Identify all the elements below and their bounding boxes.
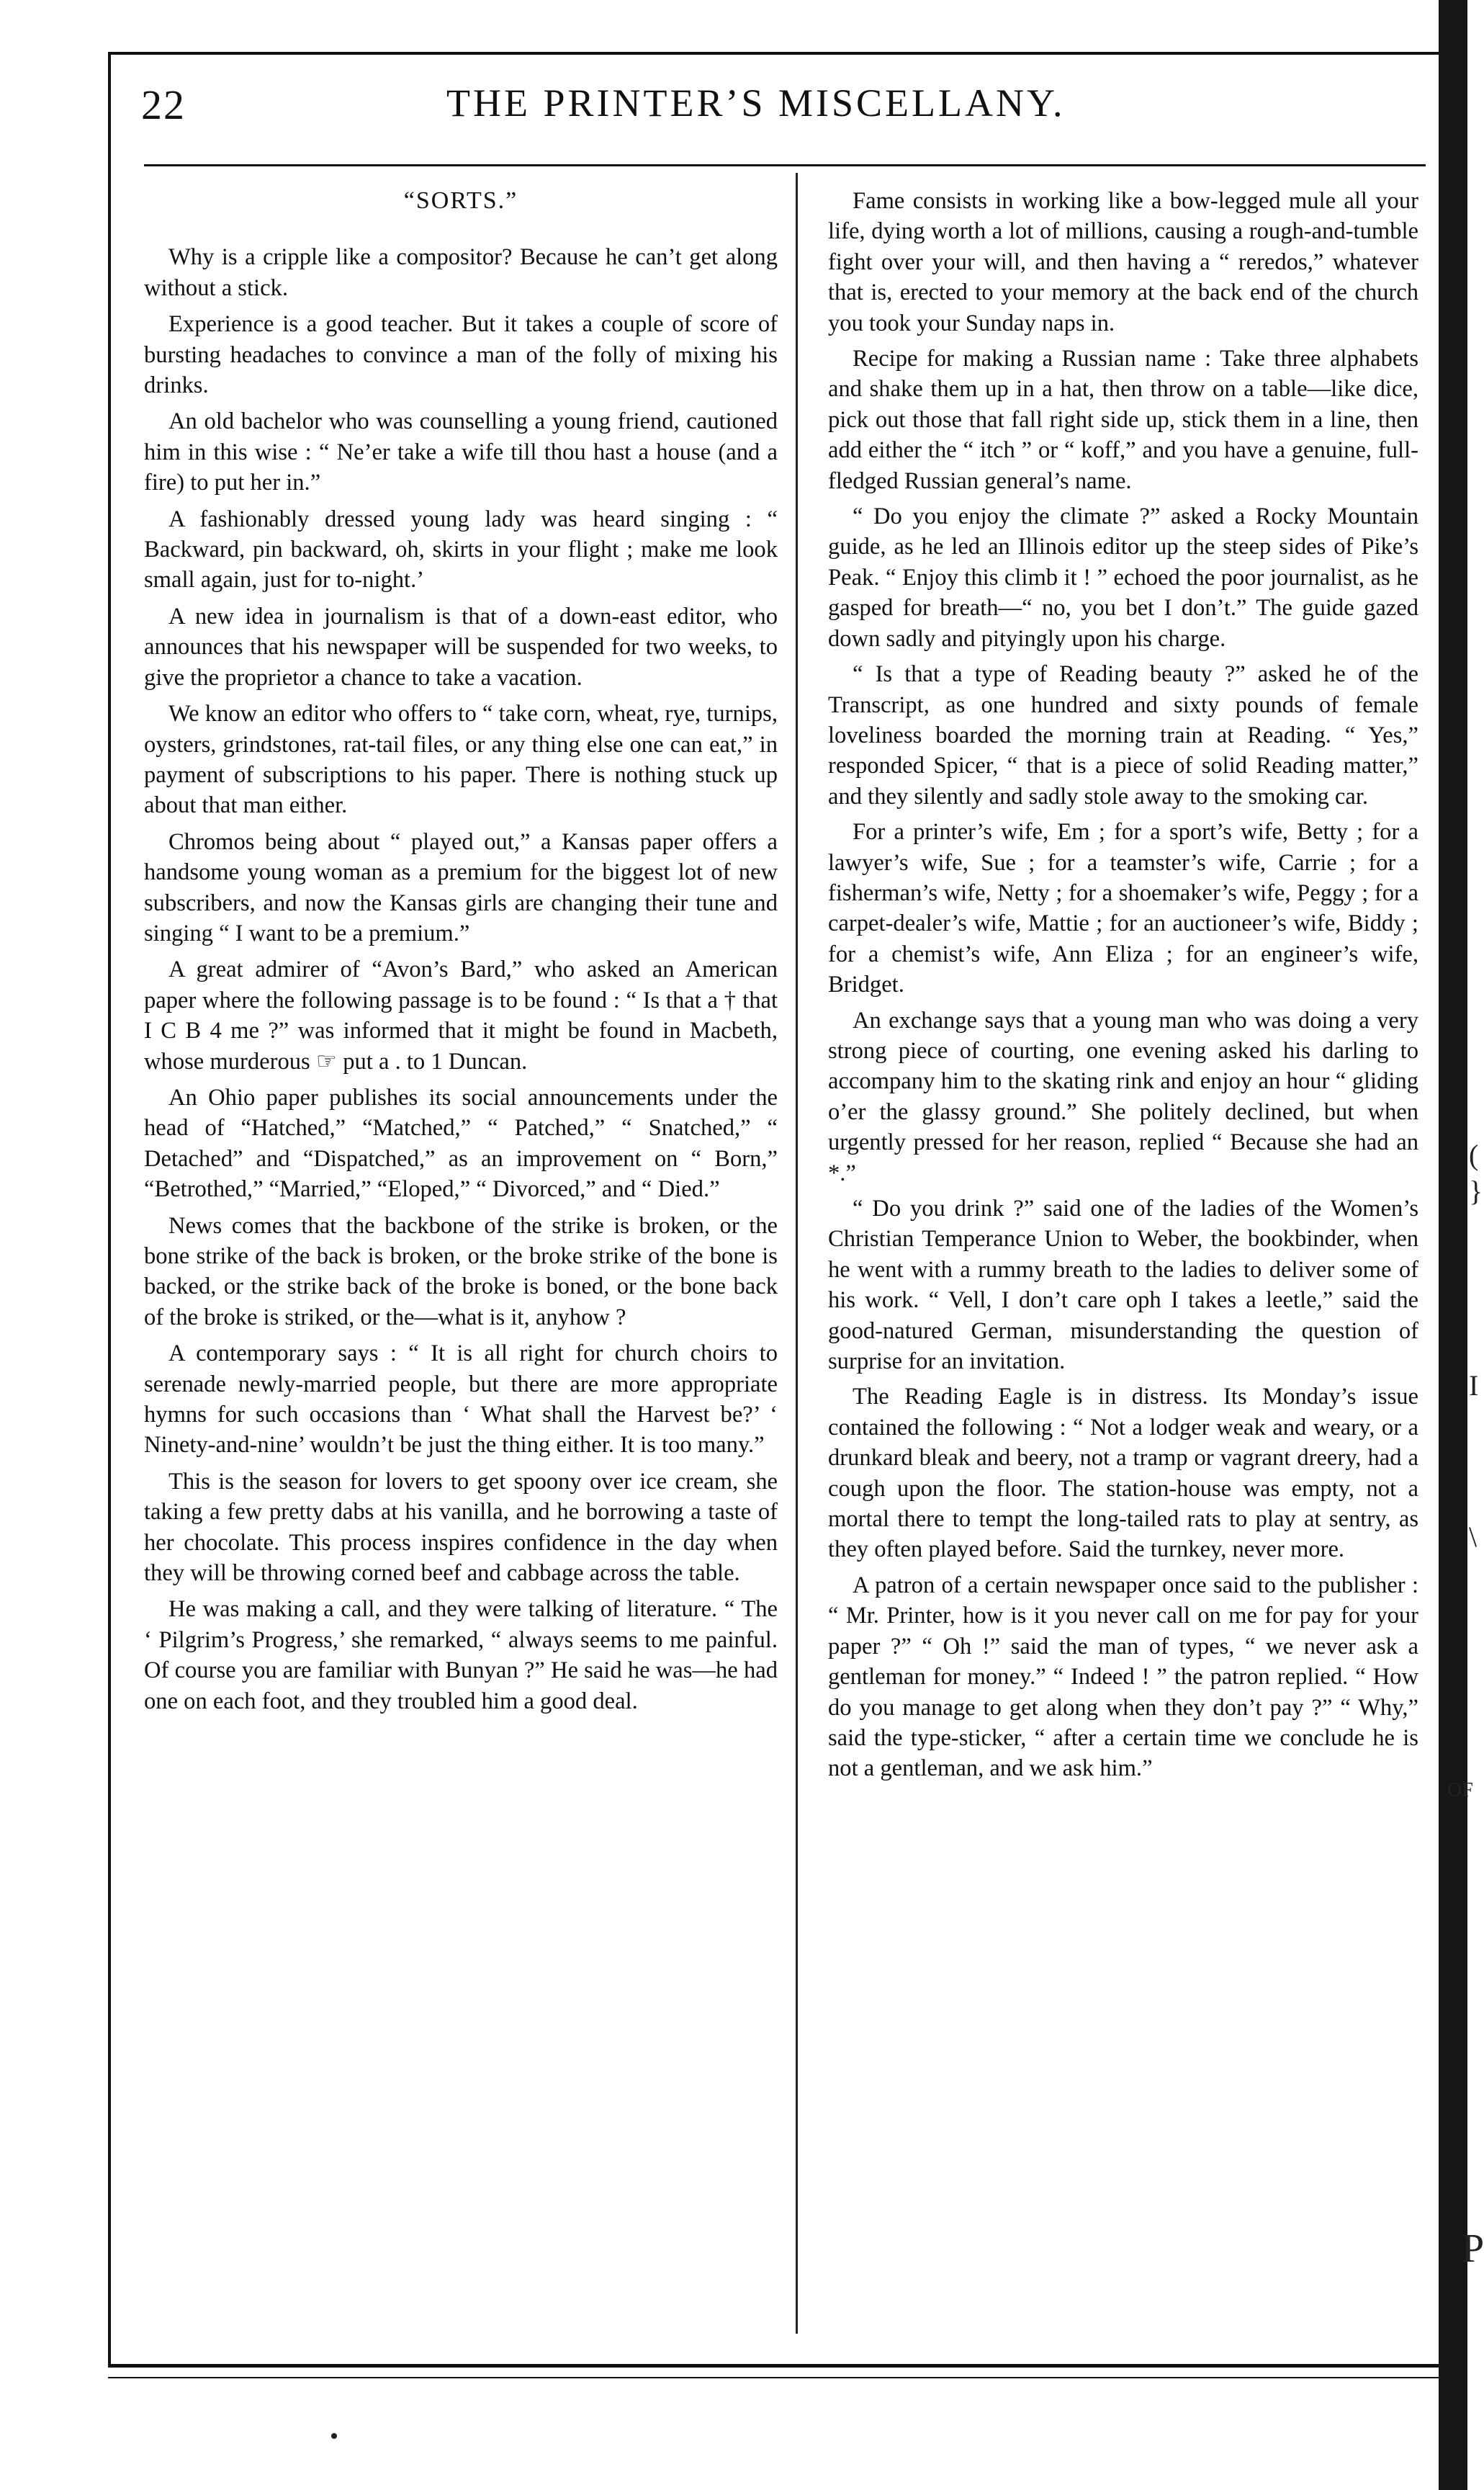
paragraph: A patron of a certain newspaper once said to the publisher : “ Mr. Printer, how is it you never call on me for pay for your paper ?” “ Oh !” said the man of types, “ we never ask a gentleman for money.” “ Indeed ! ” the patron replied. “ How do you manage to get along when they don’t pay ?” “ Why,” said the type-sticker, “ after a certain time we conclude he is not a gentleman, and we ask him.” bbox=[828, 1572, 1418, 1782]
page-title: THE PRINTER’S MISCELLANY. bbox=[446, 81, 1066, 125]
paragraph: “ Do you enjoy the climate ?” asked a Rocky Mountain guide, as he led an Illinois editor up the steep sides of Pike’s Peak. “ Enjoy this climb it ! ” echoed the poor journalist, as he gasped for breath—“ no, you bet I don’t.” The guide gazed down sadly and pityingly upon his charge. bbox=[828, 503, 1418, 652]
left-column bbox=[144, 186, 778, 1722]
margin-fragment: \ bbox=[1469, 1521, 1478, 1553]
paragraph: For a printer’s wife, Em ; for a sport’s wife, Betty ; for a lawyer’s wife, Sue ; for a teamster’s wife, Carrie ; for a fisherman’s wife, Netty ; for a shoemaker’s wife, Peggy ; for a carpet-dealer’s wife, Mattie ; for an auctioneer’s wife, Biddy ; for a chemist’s wife, Ann Eliza ; for an engineer’s wife, Bridget. bbox=[828, 819, 1418, 998]
paragraph: News comes that the backbone of the strike is broken, or the bone strike of the back is broken, or the broke strike of the bone is backed, or the strike back of the broke is boned, or the bone back of the broke is striked, or the—what is it, anyhow ? bbox=[144, 1212, 778, 1330]
paragraph: Experience is a good teacher. But it takes a couple of score of bursting headaches to convince a man of the folly of mixing his drinks. bbox=[144, 311, 778, 399]
paragraph: Why is a cripple like a compositor? Because he can’t get along without a stick. bbox=[144, 244, 778, 301]
paragraph: An exchange says that a young man who was doing a very strong piece of courting, one evening asked his darling to accompany him to the skating rink and enjoy an hour “ gliding o’er the glassy ground.” She politely declined, but when urgently pressed for her reason, replied “ Because she had an *.” bbox=[828, 1007, 1418, 1186]
margin-fragment: I bbox=[1469, 1369, 1479, 1402]
frame-top-rule bbox=[108, 52, 1442, 55]
page-number: 22 bbox=[141, 81, 186, 128]
paragraph: The Reading Eagle is in distress. Its Monday’s issue contained the following : “ Not a lodger weak and weary, or a drunkard bleak and beery, not a tramp or vagrant dreery, had a cough upon the floor. The station-house was empty, not a mortal there to tempt the long-tailed rats to play at sentry, as they often played before. Said the turnkey, never more. bbox=[828, 1384, 1418, 1563]
section-title: “SORTS.” bbox=[403, 187, 518, 214]
frame-left-rule bbox=[108, 52, 111, 2364]
paragraph: Recipe for making a Russian name : Take three alphabets and shake them up in a hat, then throw on a table—like dice, pick out those that fall right side up, stick them in a line, then add either the “ itch ” or “ koff,” and you have a genuine, full-fledged Russian general’s name. bbox=[828, 346, 1418, 494]
margin-fragment: } bbox=[1469, 1175, 1483, 1207]
paragraph: “ Do you drink ?” said one of the ladies of the Women’s Christian Temperance Union to Weber, the bookbinder, when he went with a rummy breath to the ladies to deliver some of his work. “ Vell, I don’t care oph I takes a leetle,” said the good-natured German, misunderstanding the question of surprise for an invitation. bbox=[828, 1196, 1418, 1375]
paragraph: An Ohio paper publishes its social announcements under the head of “Hatched,” “Matched,” “ Patched,” “ Snatched,” “ Detached” and “Dispatched,” as an improvement on “ Born,” “Betrothed,” “Married,” “Eloped,” “ Divorced,” and “ Died.” bbox=[144, 1084, 778, 1203]
paragraph: A fashionably dressed young lady was heard singing : “ Backward, pin backward, oh, skirts in your flight ; make me look small again, just for to-night.’ bbox=[144, 506, 778, 594]
margin-fragment: ( bbox=[1469, 1139, 1479, 1171]
frame-bottom-rule bbox=[108, 2364, 1442, 2368]
paragraph: An old bachelor who was counselling a young friend, cautioned him in this wise : “ Ne’er take a wife till thou hast a house (and a fire) to put her in.” bbox=[144, 408, 778, 496]
frame-bottom-rule-thin bbox=[108, 2377, 1442, 2378]
paragraph: Chromos being about “ played out,” a Kansas paper offers a handsome young woman as a premium for the biggest lot of new subscribers, and now the Kansas girls are changing their tune and singing “ I want to be a premium.” bbox=[144, 828, 778, 946]
paragraph: He was making a call, and they were talking of literature. “ The ‘ Pilgrim’s Progress,’ she remarked, “ always seems to me painful. Of course you are familiar with Bunyan ?” He said he was—he had one on each foot, and they troubled him a good deal. bbox=[144, 1596, 778, 1714]
margin-fragment: P bbox=[1462, 2226, 1484, 2271]
paragraph: We know an editor who offers to “ take corn, wheat, rye, turnips, oysters, grindstones, rat-tail files, or any thing else one can eat,” in payment of subscriptions to his paper. There is nothing stuck up about that man either. bbox=[144, 701, 778, 819]
paragraph: A contemporary says : “ It is all right for church choirs to serenade newly-married people, but there are more appropriate hymns for such occasions than ‘ What shall the Harvest be?’ ‘ Ninety-and-nine’ wouldn’t be just the thing either. It is too many.” bbox=[144, 1340, 778, 1459]
paragraph: This is the season for lovers to get spoony over ice cream, she taking a few pretty dabs at his vanilla, and he borrowing a taste of her chocolate. This process inspires confidence in the day when they will be throwing corned beef and cabbage across the table. bbox=[144, 1468, 778, 1587]
margin-fragment: OF bbox=[1447, 1779, 1473, 1801]
header-rule bbox=[144, 164, 1426, 166]
paragraph: “ Is that a type of Reading beauty ?” asked he of the Transcript, as one hundred and sixty pounds of female loveliness boarded the morning train at Reading. “ Yes,” responded Spicer, “ that is a piece of solid Reading matter,” and they silently and sadly stole away to the smoking car. bbox=[828, 661, 1418, 810]
right-column bbox=[828, 186, 1418, 1789]
paragraph: A new idea in journalism is that of a down-east editor, who announces that his newspaper will be suspended for two weeks, to give the proprietor a chance to take a vacation. bbox=[144, 603, 778, 691]
paragraph: A great admirer of “Avon’s Bard,” who asked an American paper where the following passage is to be found : “ Is that a † that I C B 4 me ?” was informed that it might be found in Macbeth, whose murderous ☞ put a . to 1 Duncan. bbox=[144, 957, 778, 1075]
paragraph: Fame consists in working like a bow-legged mule all your life, dying worth a lot of millions, causing a rough-and-tumble fight over your will, and then having a “ reredos,” whatever that is, erected to your memory at the back end of the church you took your Sunday naps in. bbox=[828, 188, 1418, 336]
page-gutter-shadow bbox=[1439, 0, 1467, 2490]
facing-page-fragments bbox=[1447, 0, 1484, 2490]
ink-speck bbox=[331, 2433, 337, 2439]
column-divider bbox=[796, 173, 798, 2334]
